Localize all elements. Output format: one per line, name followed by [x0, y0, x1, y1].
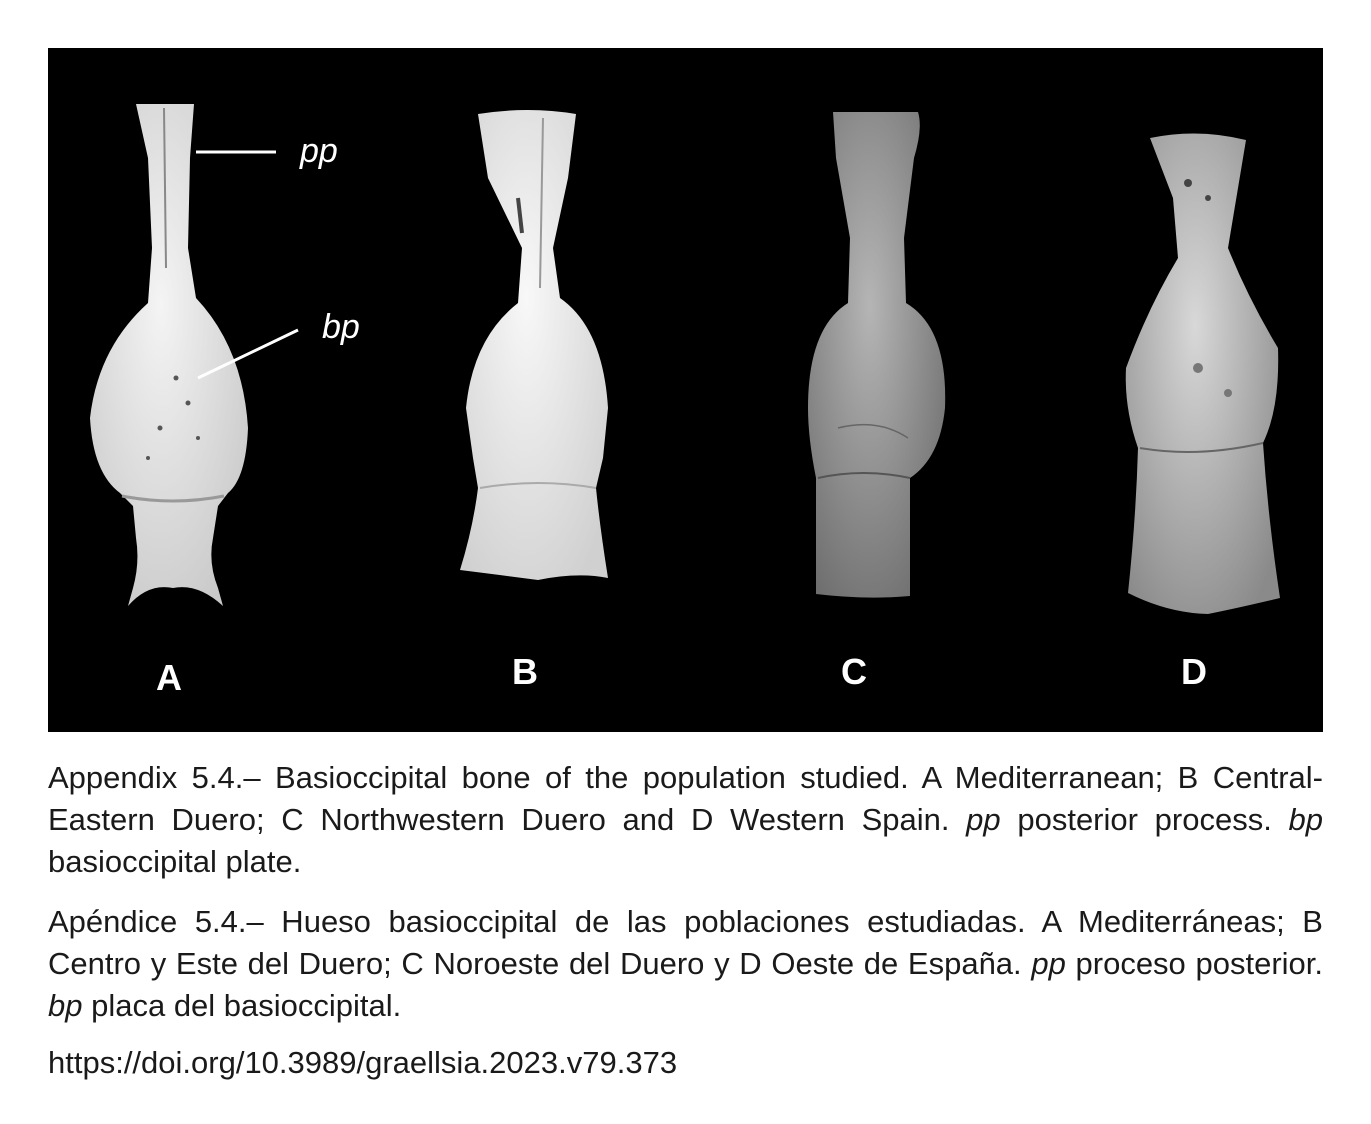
bp-annotation: bp: [322, 308, 360, 346]
specimen-label-d: D: [1181, 651, 1207, 692]
specimen-a: [90, 104, 248, 606]
caption-es-prefix: Apéndice 5.4.– Hueso basioccipital de las poblaciones estudiadas. A Mediterráneas; B Centro y Este del Duero; C Noroeste del Duero y D Oeste de España.: [48, 904, 1323, 981]
figure-panel: [48, 48, 1323, 732]
specimen-label-b: B: [512, 651, 538, 692]
caption-en-prefix: Appendix 5.4.– Basioccipital bone of the population studied. A Mediterranean; B Central-Eastern Duero; C Northwestern Duero and D Western Spain.: [48, 760, 1323, 837]
caption-en-mid: posterior process.: [1000, 802, 1289, 837]
specimen-illustration: [48, 48, 1323, 732]
caption-en-suffix: basioccipital plate.: [48, 844, 302, 879]
pp-annotation: pp: [300, 132, 338, 170]
caption-es-pp: pp: [1031, 946, 1066, 981]
caption-en-pp: pp: [966, 802, 1001, 837]
caption-en-bp: bp: [1288, 802, 1323, 837]
specimen-label-c: C: [841, 651, 867, 692]
specimen-b: [460, 110, 608, 580]
specimen-c: [808, 112, 945, 598]
specimen-label-a: A: [156, 657, 182, 698]
caption-es-bp: bp: [48, 988, 83, 1023]
doi-link[interactable]: https://doi.org/10.3989/graellsia.2023.v79.373: [48, 1045, 678, 1080]
caption-es-mid: proceso posterior.: [1065, 946, 1323, 981]
caption-english: [48, 757, 1323, 883]
caption-es-suffix: placa del basioccipital.: [82, 988, 402, 1023]
specimen-d: [1126, 133, 1280, 614]
caption-spanish: [48, 901, 1323, 1027]
